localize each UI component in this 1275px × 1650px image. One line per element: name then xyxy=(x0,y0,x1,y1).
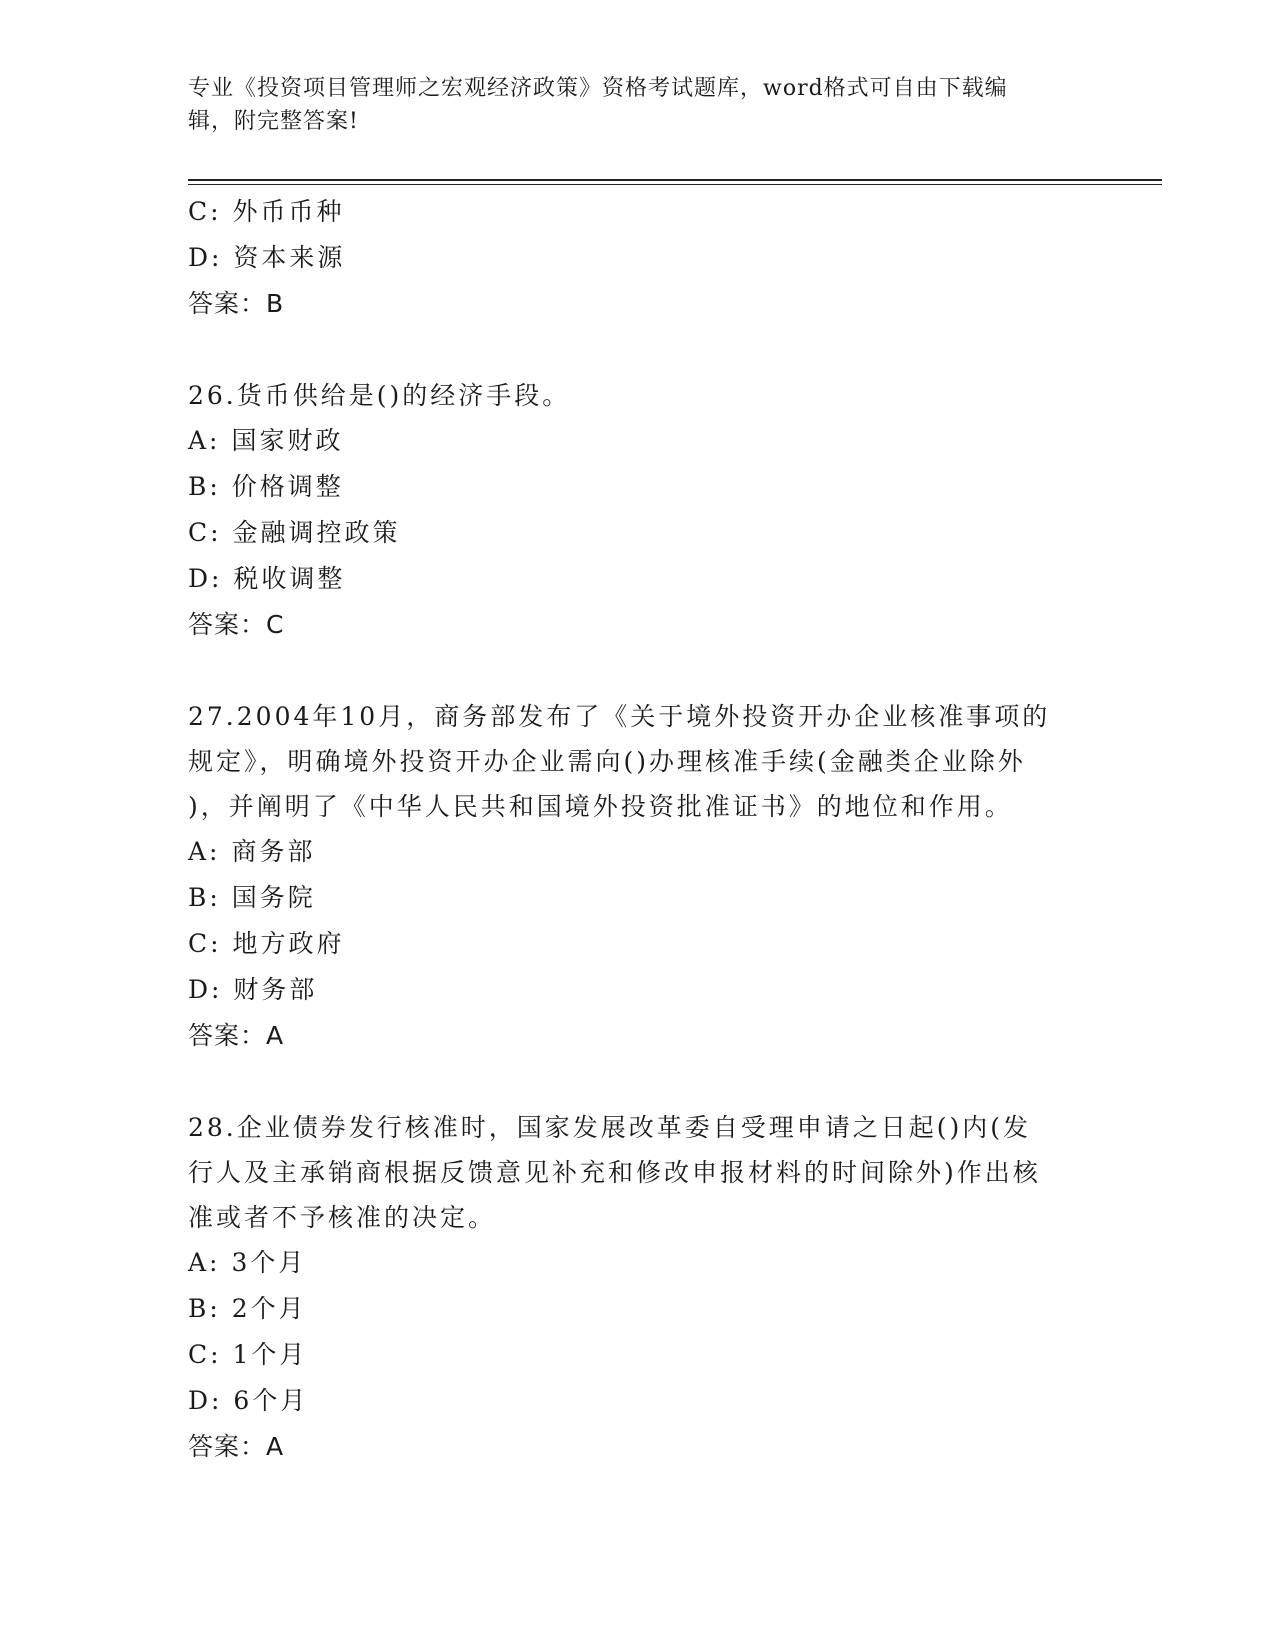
option-b: B: 国务院 xyxy=(188,883,316,912)
answer-line: 答案：A xyxy=(188,1432,285,1461)
question-26 xyxy=(188,373,1088,648)
header-divider-thin xyxy=(188,184,1162,185)
option-c: C: 外币币种 xyxy=(188,197,345,226)
question-28 xyxy=(188,1105,1088,1470)
header-line-2: 辑，附完整答案! xyxy=(188,109,359,134)
option-d: D: 税收调整 xyxy=(188,564,346,593)
option-b: B: 价格调整 xyxy=(188,472,344,501)
question-27 xyxy=(188,694,1088,1059)
question-stem-line-3: 准或者不予核准的决定。 xyxy=(188,1203,497,1232)
document-header xyxy=(188,72,1088,138)
option-a: A: 3个月 xyxy=(188,1248,307,1277)
option-d: D: 资本来源 xyxy=(188,243,346,272)
header-divider-thick xyxy=(188,179,1162,181)
answer-line: 答案：C xyxy=(188,610,285,639)
option-c: C: 金融调控政策 xyxy=(188,518,401,547)
question-25-tail xyxy=(188,189,1088,327)
option-a: A: 国家财政 xyxy=(188,426,344,455)
question-stem-line-2: 规定》，明确境外投资开办企业需向()办理核准手续(金融类企业除外 xyxy=(188,747,1026,776)
option-b: B: 2个月 xyxy=(188,1294,307,1323)
answer-line: 答案：A xyxy=(188,1021,285,1050)
question-list xyxy=(188,189,1088,1470)
question-stem-line-2: 行人及主承销商根据反馈意见补充和修改申报材料的时间除外)作出核 xyxy=(188,1158,1041,1187)
option-a: A: 商务部 xyxy=(188,837,316,866)
option-d: D: 财务部 xyxy=(188,975,318,1004)
question-stem: 26.货币供给是()的经济手段。 xyxy=(188,381,571,410)
option-d: D: 6个月 xyxy=(188,1386,309,1415)
answer-line: 答案：B xyxy=(188,289,285,318)
question-stem-line-1: 27.2004年10月，商务部发布了《关于境外投资开办企业核准事项的 xyxy=(188,702,1051,731)
question-stem-line-3: )，并阐明了《中华人民共和国境外投资批准证书》的地位和作用。 xyxy=(188,792,1013,821)
option-c: C: 1个月 xyxy=(188,1340,308,1369)
question-stem-line-1: 28.企业债券发行核准时，国家发展改革委自受理申请之日起()内(发 xyxy=(188,1113,1032,1142)
header-line-1: 专业《投资项目管理师之宏观经济政策》资格考试题库，word格式可自由下载编 xyxy=(188,76,1008,101)
option-c: C: 地方政府 xyxy=(188,929,345,958)
